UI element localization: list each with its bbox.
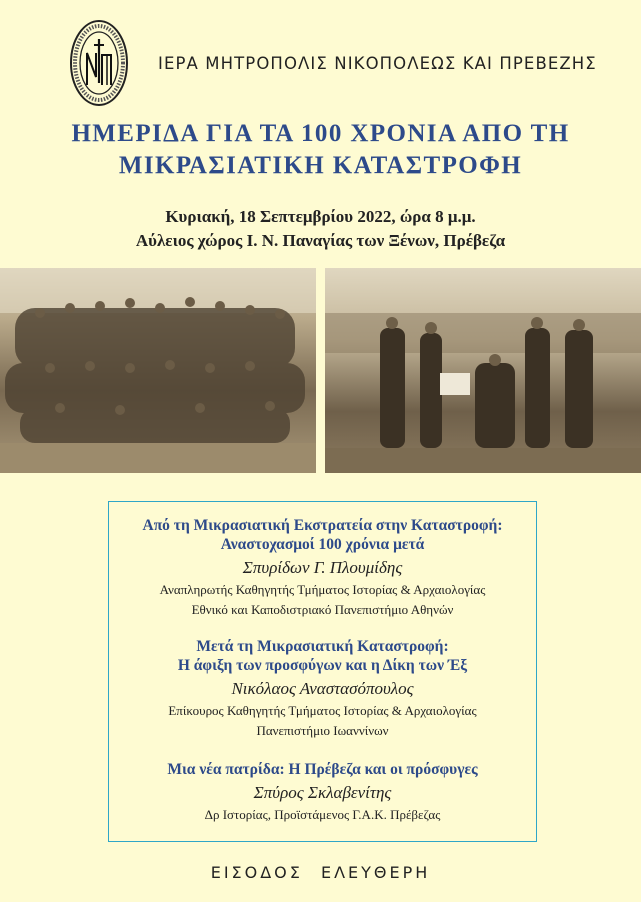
photo-soldiers <box>0 268 316 473</box>
event-location: Αύλειος χώρος Ι. Ν. Παναγίας των Ξένων, Πρέβεζα <box>135 231 506 250</box>
talk-title-line-1: Μια νέα πατρίδα: Η Πρέβεζα και οι πρόσφυγες <box>167 761 478 778</box>
talk-3 <box>109 760 536 824</box>
talk-speaker: Νικόλαος Αναστασόπουλος <box>231 679 414 698</box>
event-title <box>0 118 641 182</box>
talks-box <box>108 501 537 842</box>
talk-affiliation-line-1: Δρ Ιστορίας, Προϊστάμενος Γ.Α.Κ. Πρέβεζας <box>204 807 441 822</box>
organization-name: ΙΕΡΑ ΜΗΤΡΟΠΟΛΙΣ ΝΙΚΟΠΟΛΕΩΣ ΚΑΙ ΠΡΕΒΕΖΗΣ <box>158 54 597 73</box>
photo-gathering <box>325 268 641 473</box>
title-line-1: ΗΜΕΡΙΔΑ ΓΙΑ ΤΑ 100 ΧΡΟΝΙΑ ΑΠΟ ΤΗ <box>71 120 570 147</box>
talk-title-line-2: Η άφιξη των προσφύγων και η Δίκη των Έξ <box>177 657 468 674</box>
talk-1 <box>109 516 536 619</box>
talk-speaker: Σπύρος Σκλαβενίτης <box>253 783 392 802</box>
talk-title-line-1: Μετά τη Μικρασιατική Καταστροφή: <box>196 638 449 655</box>
talk-2 <box>109 637 536 740</box>
talk-title-line-1: Από τη Μικρασιατική Εκστρατεία στην Καταστροφή: <box>142 517 503 534</box>
talk-affiliation-line-2: Πανεπιστήμιο Ιωαννίνων <box>256 723 389 738</box>
event-date-time: Κυριακή, 18 Σεπτεμβρίου 2022, ώρα 8 μ.μ. <box>165 207 476 226</box>
talk-speaker: Σπυρίδων Γ. Πλουμίδης <box>242 558 403 577</box>
talk-title-line-2: Αναστοχασμοί 100 χρόνια μετά <box>220 536 425 553</box>
free-entry-notice: ΕΙΣΟΔΟΣ ΕΛΕΥΘΕΡΗ <box>210 863 431 882</box>
metropolis-seal-icon <box>69 19 129 107</box>
talk-affiliation-line-1: Αναπληρωτής Καθηγητής Τμήματος Ιστορίας & Αρχαιολογίας <box>159 582 486 597</box>
title-line-2: ΜΙΚΡΑΣΙΑΤΙΚΗ ΚΑΤΑΣΤΡΟΦΗ <box>118 152 523 179</box>
talk-affiliation-line-2: Εθνικό και Καποδιστριακό Πανεπιστήμιο Αθηνών <box>191 602 454 617</box>
event-info <box>0 205 641 253</box>
talk-affiliation-line-1: Επίκουρος Καθηγητής Τμήματος Ιστορίας & Αρχαιολογίας <box>168 703 477 718</box>
